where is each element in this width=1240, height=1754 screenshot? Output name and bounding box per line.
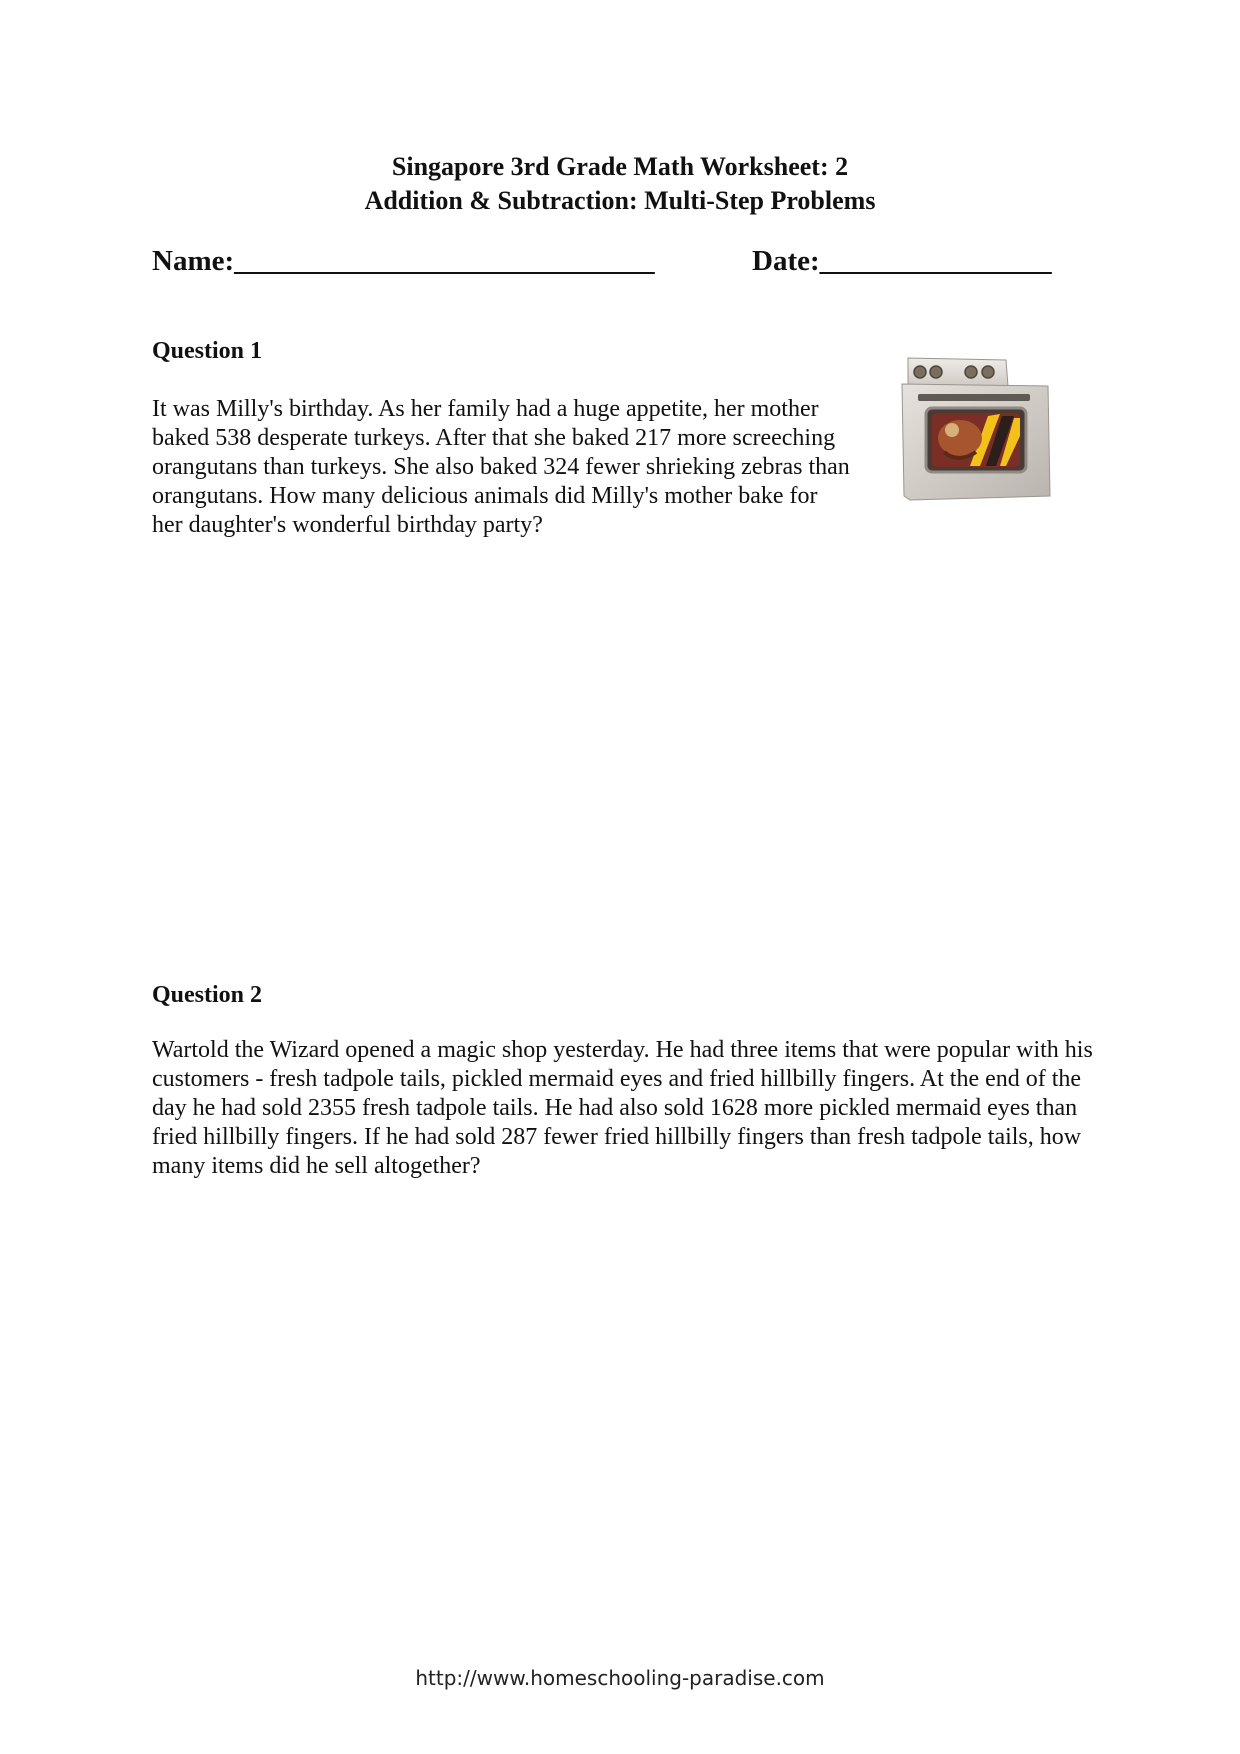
question-1-heading: Question 1 bbox=[152, 338, 263, 364]
question-2-text: Wartold the Wizard opened a magic shop yesterday. He had three items that were popular with his customers - fresh tadpole tails, pickled mermaid eyes and fried hillbilly fingers. At the end of the day he had sold 2355 fresh tadpole tails. He had also sold 1628 more pickled mermaid eyes than fried hillbilly fingers. If he had sold 287 fewer fried hillbilly fingers than fresh tadpole tails, how many items did he sell altogether? bbox=[152, 1037, 1093, 1179]
name-field: Name:_____________________________ bbox=[152, 245, 655, 277]
question-2-heading: Question 2 bbox=[152, 982, 263, 1008]
worksheet-subtitle: Addition & Subtraction: Multi-Step Problems bbox=[364, 186, 876, 215]
date-field: Date:________________ bbox=[752, 245, 1052, 277]
worksheet-title: Singapore 3rd Grade Math Worksheet: 2 bbox=[391, 152, 849, 181]
footer-url: http://www.homeschooling-paradise.com bbox=[415, 1666, 825, 1690]
oven-icon bbox=[900, 356, 1052, 502]
question-1-text: It was Milly's birthday. As her family had a huge appetite, her mother baked 538 desperate turkeys. After that she baked 217 more screeching orangutans than turkeys. She also baked 324 fewer shrieking zebras than orangutans. How many delicious animals did Milly's mother bake for her daughter's wonderful birthday party? bbox=[152, 396, 850, 538]
